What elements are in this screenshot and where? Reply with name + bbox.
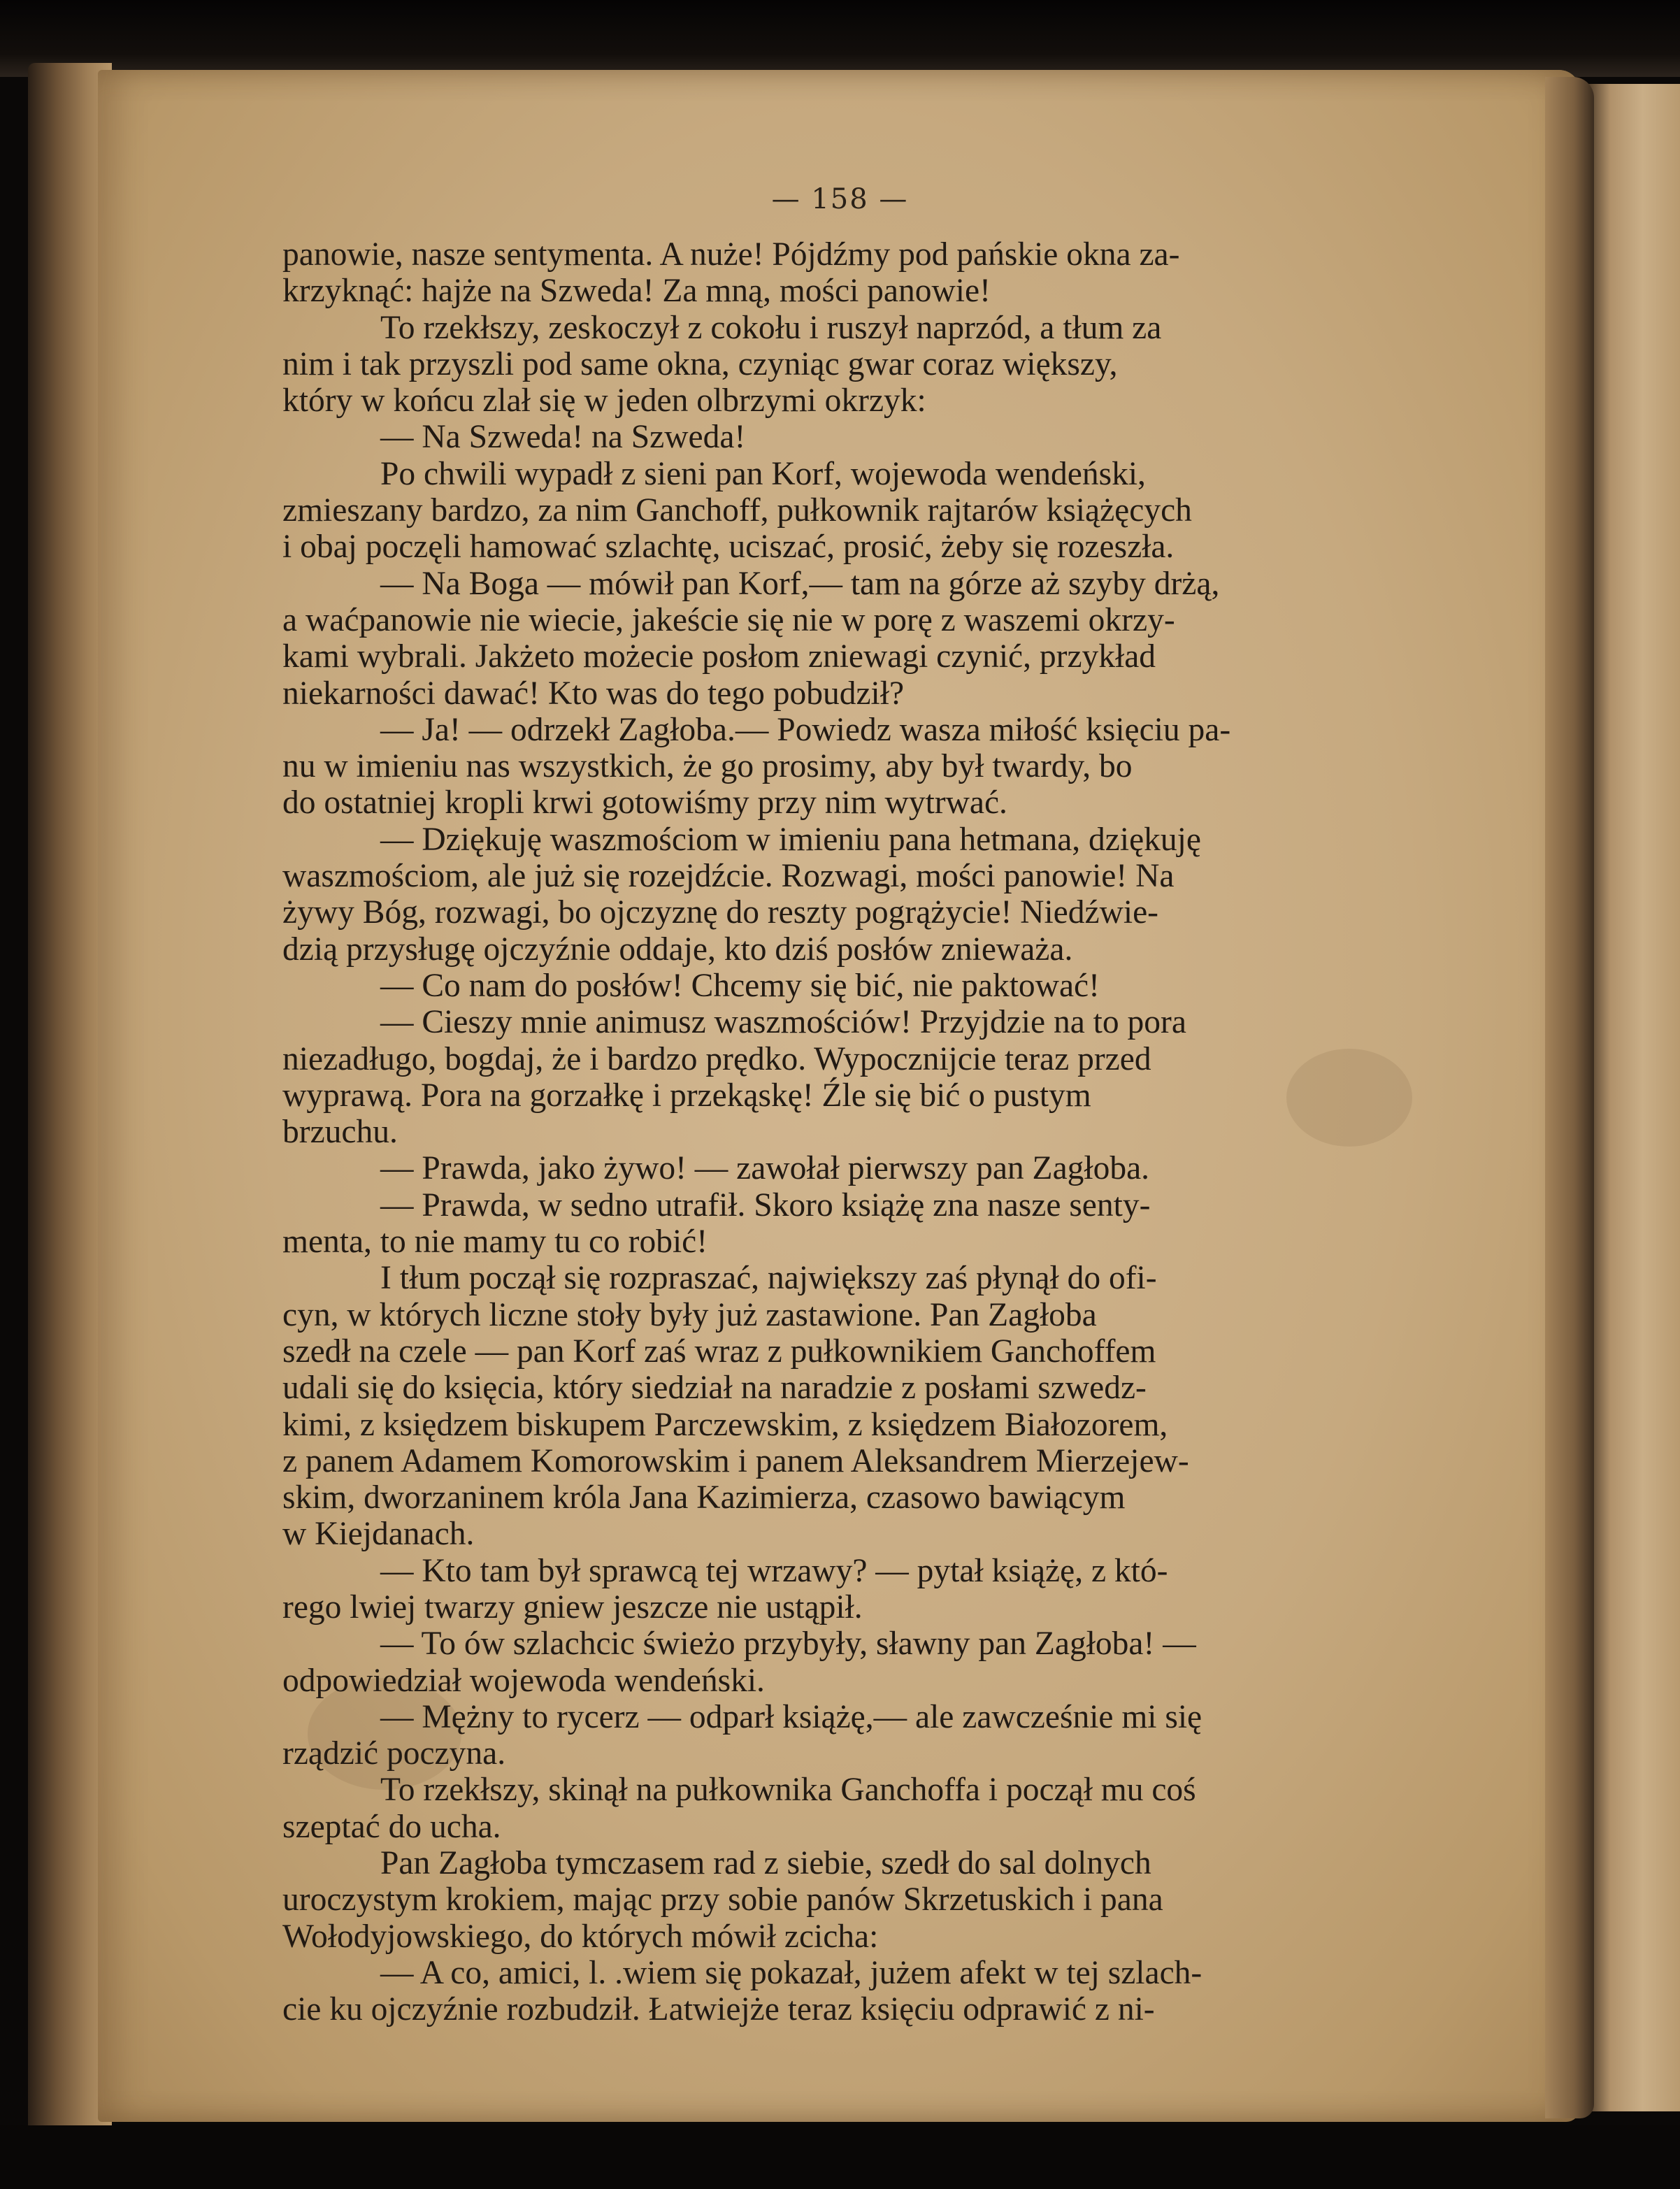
text-line: — Na Boga — mówił pan Korf,— tam na górze aż szyby drżą, [380,565,1220,602]
text-line: To rzekłszy, zeskoczył z cokołu i ruszył naprzód, a tłum za [380,309,1162,346]
text-line: — Prawda, w sedno utrafił. Skoro książę zna nasze senty- [380,1186,1151,1223]
text-line: szeptać do ucha. [282,1808,501,1845]
text-line: rządzić poczyna. [282,1735,506,1772]
text-line: waszmościom, ale już się rozejdźcie. Rozwagi, mości panowie! Na [282,858,1175,895]
text-line: uroczystym krokiem, mając przy sobie panów Skrzetuskich i pana [282,1881,1163,1918]
text-line: udali się do księcia, który siedział na naradzie z posłami szwedz- [282,1370,1147,1407]
adjacent-page [1587,84,1680,2111]
text-line: skim, dworzaninem króla Jana Kazimierza, czasowo bawiącym [282,1479,1126,1516]
text-line: rego lwiej twarzy gniew jeszcze nie ustąpił. [282,1588,863,1625]
text-line: kami wybrali. Jakżeto możecie posłom zniewagi czynić, przykład [282,638,1156,675]
text-line: — Ja! — odrzekł Zagłoba.— Powiedz wasza miłość księciu pa- [380,711,1231,748]
text-line: — Cieszy mnie animusz waszmościów! Przyjdzie na to pora [380,1004,1186,1041]
text-line: zmieszany bardzo, za nim Ganchoff, pułkownik rajtarów książęcych [282,492,1192,529]
text-line: i obaj poczęli hamować szlachtę, uciszać, prosić, żeby się rozeszła. [282,529,1175,566]
page-edge [1545,77,1594,2118]
text-line: cyn, w których liczne stoły były już zastawione. Pan Zagłoba [282,1296,1097,1333]
text-line: To rzekłszy, skinął na pułkownika Ganchoffa i począł mu coś [380,1772,1196,1809]
text-line: nu w imieniu nas wszystkich, że go prosimy, aby był twardy, bo [282,748,1133,785]
text-line: panowie, nasze sentymenta. A nuże! Pójdźmy pod pańskie okna za- [282,236,1180,273]
text-line: niezadługo, bogdaj, że i bardzo prędko. Wypocznijcie teraz przed [282,1040,1151,1077]
text-line: cie ku ojczyźnie rozbudził. Łatwiejże teraz księciu odprawić z ni- [282,1991,1155,2028]
scan-background-top [0,0,1680,77]
text-line: żywy Bóg, rozwagi, bo ojczyznę do reszty pogrążycie! Niedźwie- [282,894,1158,931]
text-line: niekarności dawać! Kto was do tego pobudził? [282,675,905,712]
text-line: Pan Zagłoba tymczasem rad z siebie, szedł do sal dolnych [380,1845,1151,1882]
text-line: — Kto tam był sprawcą tej wrzawy? — pytał książę, z któ- [380,1552,1168,1589]
text-line: I tłum począł się rozpraszać, największy zaś płynął do ofi- [380,1260,1157,1297]
text-line: — Prawda, jako żywo! — zawołał pierwszy pan Zagłoba. [380,1150,1150,1187]
text-line: kimi, z księdzem biskupem Parczewskim, z księdzem Białozorem, [282,1406,1168,1443]
text-line: nim i tak przyszli pod same okna, czyniąc gwar coraz większy, [282,345,1118,382]
text-line: wyprawą. Pora na gorzałkę i przekąskę! Źle się bić o pustym [282,1077,1091,1114]
text-line: — A co, amici, l. .wiem się pokazał, jużem afekt w tej szlach- [380,1954,1202,1991]
text-line: który w końcu zlał się w jeden olbrzymi okrzyk: [282,382,926,419]
text-line: menta, to nie mamy tu co robić! [282,1223,708,1261]
text-line: do ostatniej kropli krwi gotowiśmy przy nim wytrwać. [282,784,1007,821]
text-line: — To ów szlachcic świeżo przybyły, sławny pan Zagłoba! — [380,1625,1196,1663]
text-line: szedł na czele — pan Korf zaś wraz z pułkownikiem Ganchoffem [282,1333,1156,1370]
text-line: a waćpanowie nie wiecie, jakeście się nie w porę z waszemi okrzy- [282,601,1175,638]
text-line: odpowiedział wojewoda wendeński. [282,1662,765,1699]
body-text [282,236,1436,2028]
text-line: — Co nam do posłów! Chcemy się bić, nie paktować! [380,967,1100,1004]
text-line: Po chwili wypadł z sieni pan Korf, wojewoda wendeński, [380,455,1146,492]
text-line: w Kiejdanach. [282,1516,475,1553]
text-line: — Dziękuję waszmościom w imieniu pana hetmana, dziękuję [380,821,1201,858]
text-line: brzuchu. [282,1114,398,1151]
text-line: dzią przysługę ojczyźnie oddaje, kto dziś posłów znieważa. [282,931,1073,968]
text-line: — Na Szweda! na Szweda! [380,419,746,456]
text-line: krzyknąć: hajże na Szweda! Za mną, mości panowie! [282,273,991,310]
page-number: — 158 — [771,183,909,215]
text-line: Wołodyjowskiego, do których mówił zcicha: [282,1918,879,1955]
text-line: z panem Adamem Komorowskim i panem Aleksandrem Mierzejew- [282,1442,1189,1479]
scan-background-bottom [0,2125,1680,2189]
text-line: — Mężny to rycerz — odparł książę,— ale zawcześnie mi się [380,1698,1202,1735]
